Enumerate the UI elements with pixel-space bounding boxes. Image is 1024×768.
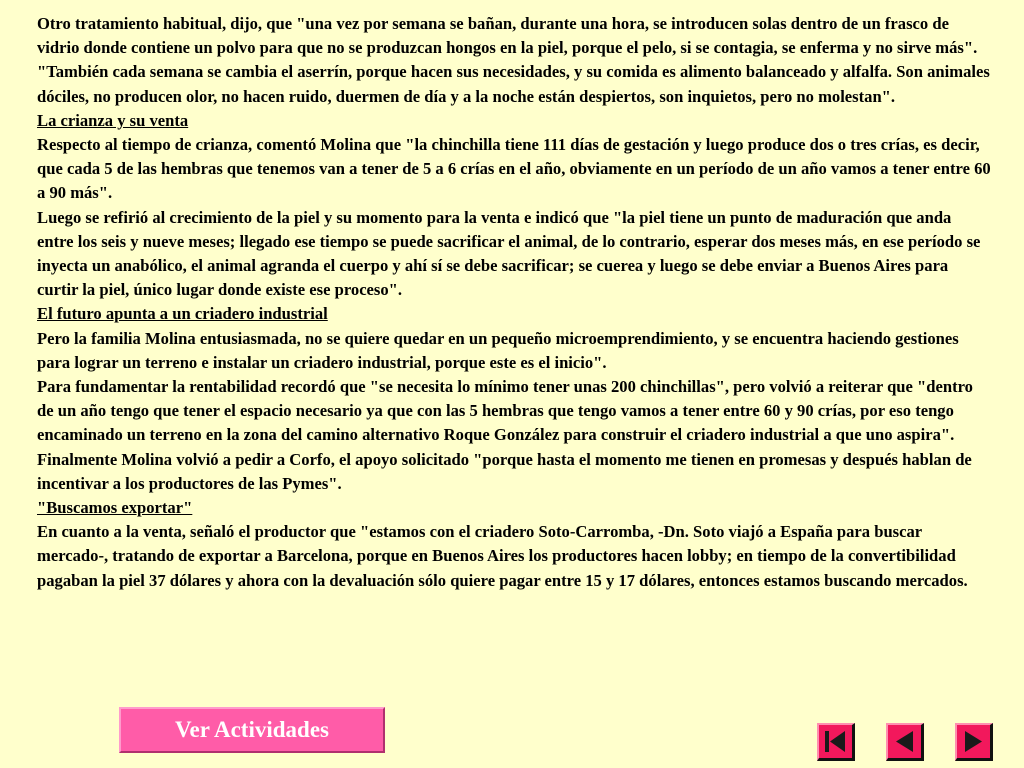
next-slide-icon: [957, 725, 990, 758]
paragraph: Otro tratamiento habitual, dijo, que "una vez por semana se bañan, durante una hora, se introducen solas dentro de un frasco de vidrio donde contiene un polvo para que no se produzcan hongos en la piel, porque el pelo, si se contagia, se enferma y no sirve más".: [37, 14, 978, 58]
article-body: [37, 12, 992, 593]
first-slide-icon: [819, 725, 852, 758]
first-slide-button[interactable]: [817, 723, 855, 761]
paragraph: Para fundamentar la rentabilidad recordó que "se necesita lo mínimo tener unas 200 chinchillas", pero volvió a reiterar que "dentro de un año tengo que tener el espacio necesario ya que con las 5 hembras que tengo vamos a tener entre 60 y 90 crías, por eso tengo encaminado un terreno en la zona del camino alternativo Roque González para construir el criadero industrial a que uno aspira".: [37, 377, 973, 445]
ver-actividades-button[interactable]: Ver Actividades: [119, 707, 385, 753]
paragraph: "También cada semana se cambia el aserrín, porque hacen sus necesidades, y su comida es alimento balanceado y alfalfa. Son animales dóciles, no producen olor, no hacen ruido, duermen de día y a la noche están despiertos, son inquietos, pero no molestan".: [37, 62, 990, 106]
paragraph: Pero la familia Molina entusiasmada, no se quiere quedar en un pequeño microemprendimiento, y se encuentra haciendo gestiones para lograr un terreno e instalar un criadero industrial, porque este es el inicio".: [37, 328, 959, 372]
paragraph: Respecto al tiempo de crianza, comentó Molina que "la chinchilla tiene 111 días de gestación y luego produce dos o tres crías, es decir, que cada 5 de las hembras que tenemos van a tener de 5 a 6 crías en el año, obviamente en un período de un año vamos a tener entre 60 a 90 más".: [37, 135, 991, 203]
section-heading: "Buscamos exportar": [37, 498, 193, 518]
paragraph: Finalmente Molina volvió a pedir a Corfo, el apoyo solicitado "porque hasta el momento me tienen en promesas y después hablan de incentivar a los productores de las Pymes".: [37, 449, 972, 493]
section-heading: La crianza y su venta: [37, 110, 189, 130]
next-slide-button[interactable]: [955, 723, 993, 761]
section-heading: El futuro apunta a un criadero industrial: [37, 304, 328, 324]
previous-slide-icon: [888, 725, 921, 758]
paragraph: En cuanto a la venta, señaló el productor que "estamos con el criadero Soto-Carromba, -Dn. Soto viajó a España para buscar mercado-, tratando de exportar a Barcelona, porque en Buenos Aires los productores hacen lobby; en tiempo de la convertibilidad pagaban la piel 37 dólares y ahora con la devaluación sólo quiere pagar entre 15 y 17 dólares, entonces estamos buscando mercados.: [37, 522, 968, 590]
paragraph: Luego se refirió al crecimiento de la piel y su momento para la venta e indicó que "la piel tiene un punto de maduración que anda entre los seis y nueve meses; llegado ese tiempo se puede sacrificar el animal, de lo contrario, esperar dos meses más, en ese período se inyecta un anabólico, el animal agranda el cuerpo y ahí sí se debe sacrificar; se cuerea y luego se debe enviar a Buenos Aires para curtir la piel, único lugar donde existe ese proceso".: [37, 207, 981, 300]
previous-slide-button[interactable]: [886, 723, 924, 761]
